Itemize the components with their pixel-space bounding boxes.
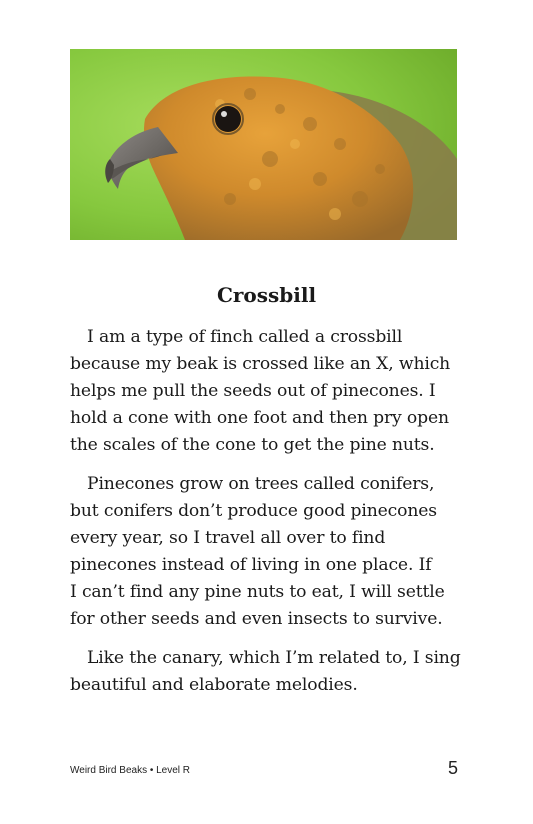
crossbill-photo: [70, 49, 457, 240]
paragraph-line: Like the canary, which I’m related to, I sing: [70, 648, 461, 668]
paragraph-3: [70, 645, 470, 699]
paragraph-line: but conifers don’t produce good pinecones: [70, 501, 437, 521]
paragraph-line: every year, so I travel all over to find: [70, 528, 386, 548]
paragraph-line: beautiful and elaborate melodies.: [70, 675, 358, 695]
paragraph-line: hold a cone with one foot and then pry open: [70, 408, 449, 428]
paragraph-2: [70, 471, 470, 633]
paragraph-line: I am a type of finch called a crossbill: [70, 327, 403, 347]
paragraph-1: [70, 324, 470, 459]
paragraph-line: I can’t find any pine nuts to eat, I will settle: [70, 582, 445, 602]
paragraph-line: for other seeds and even insects to survive.: [70, 609, 443, 629]
paragraph-line: pinecones instead of living in one place. If: [70, 555, 432, 575]
paragraph-line: because my beak is crossed like an X, which: [70, 354, 451, 374]
page-number: 5: [447, 758, 458, 778]
paragraph-line: the scales of the cone to get the pine nuts.: [70, 435, 435, 455]
paragraph-line: Pinecones grow on trees called conifers,: [70, 474, 435, 494]
footer-book-title: Weird Bird Beaks • Level R: [70, 765, 191, 776]
paragraph-line: helps me pull the seeds out of pinecones. I: [70, 381, 436, 401]
article-title: Crossbill: [216, 283, 317, 307]
